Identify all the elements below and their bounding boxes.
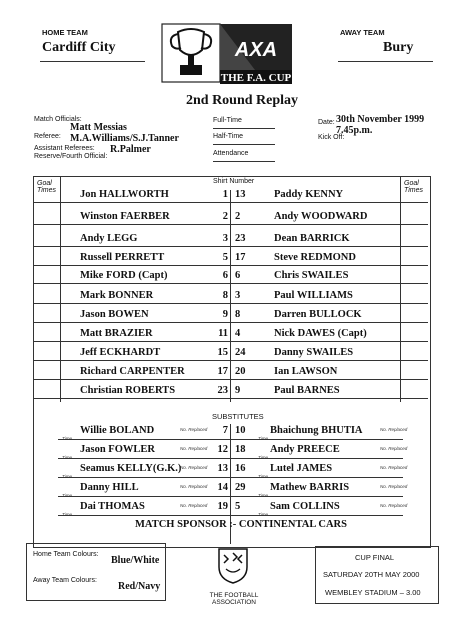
kick-off-label: Kick Off:	[318, 134, 345, 141]
away-substitute-name: Bhaichung BHUTIA	[270, 425, 363, 436]
home-shirt-number: 5	[222, 252, 228, 263]
substitute-row-rule	[58, 458, 403, 459]
away-shirt-number: 9	[235, 385, 241, 396]
home-shirt-number: 3	[222, 233, 228, 244]
home-time-label: Time	[62, 474, 72, 479]
away-shirt-number: 6	[235, 270, 241, 281]
attendance-line	[213, 161, 275, 162]
lineup-row-rule	[34, 322, 428, 323]
lineup-row-rule	[34, 398, 428, 399]
home-colours-value: Blue/White	[111, 555, 160, 566]
away-shirt-number: 20	[235, 366, 246, 377]
home-player-name: Winston FAERBER	[80, 211, 170, 222]
away-time-label: Time	[258, 455, 268, 460]
home-player-name: Jason BOWEN	[80, 309, 149, 320]
kick-off-value: 7.45p.m.	[336, 125, 373, 136]
cup-final-label: CUP FINAL	[355, 553, 395, 562]
home-no-replaced-label: No. Replaced	[180, 503, 208, 508]
away-colours-label: Away Team Colours:	[33, 577, 97, 584]
lineup-row-rule	[34, 202, 428, 203]
home-substitute-name: Danny HILL	[80, 482, 139, 493]
away-no-replaced-label: No. Replaced	[380, 503, 408, 508]
away-substitute-number: 5	[235, 501, 241, 512]
axa-logo-text: AXA	[234, 39, 278, 61]
home-shirt-number: 6	[222, 270, 228, 281]
full-time-label: Full-Time	[213, 117, 242, 124]
home-time-label: Time	[62, 455, 72, 460]
goal-times-left-label: Goal Times	[37, 180, 56, 194]
away-no-replaced-label: No. Replaced	[380, 465, 408, 470]
lineup-row-rule	[34, 303, 428, 304]
home-player-name: Christian ROBERTS	[80, 385, 176, 396]
referee-value: M.A.Williams/S.J.Tanner	[70, 133, 179, 144]
substitute-row-rule	[58, 515, 403, 516]
match-officials-value: Matt Messias	[70, 122, 127, 133]
away-substitute-number: 16	[235, 463, 246, 474]
away-time-label: Time	[258, 436, 268, 441]
substitutes-label: SUBSTITUTES	[212, 412, 264, 421]
home-player-name: Russell PERRETT	[80, 252, 165, 263]
home-shirt-number: 17	[217, 366, 228, 377]
away-substitute-name: Lutel JAMES	[270, 463, 333, 474]
home-substitute-name: Willie BOLAND	[80, 425, 155, 436]
home-player-name: Mark BONNER	[80, 290, 154, 301]
half-time-label: Half-Time	[213, 133, 244, 140]
away-player-name: Darren BULLOCK	[274, 309, 362, 320]
home-substitute-number: 19	[217, 501, 228, 512]
left-goal-column-rule	[60, 176, 61, 402]
home-time-label: Time	[62, 512, 72, 517]
away-player-name: Paddy KENNY	[274, 189, 344, 200]
lineup-row-rule	[34, 246, 428, 247]
away-team-label: AWAY TEAM	[340, 28, 385, 37]
home-time-label: Time	[62, 493, 72, 498]
away-player-name: Steve REDMOND	[274, 252, 356, 263]
away-shirt-number: 24	[235, 347, 246, 358]
home-shirt-number: 15	[217, 347, 228, 358]
home-player-name: Jon HALLWORTH	[80, 189, 169, 200]
away-time-label: Time	[258, 474, 268, 479]
home-player-name: Andy LEGG	[80, 233, 138, 244]
right-goal-column-rule	[400, 176, 401, 402]
home-substitute-number: 14	[217, 482, 228, 493]
goal-times-right-label: Goal Times	[404, 180, 423, 194]
fa-crest-icon	[216, 545, 250, 585]
away-shirt-number: 4	[235, 328, 241, 339]
lineup-row-rule	[34, 341, 428, 342]
lineup-row-rule	[34, 379, 428, 380]
full-time-line	[213, 128, 275, 129]
cup-banner-text: THE F.A. CUP	[220, 72, 292, 84]
match-sponsor: MATCH SPONSOR :- CONTINENTAL CARS	[135, 519, 347, 530]
home-substitute-name: Jason FOWLER	[80, 444, 155, 455]
round-title: 2nd Round Replay	[186, 93, 299, 108]
away-shirt-number: 3	[235, 290, 241, 301]
reserve-official-label: Reserve/Fourth Official:	[34, 153, 108, 160]
home-colours-label: Home Team Colours:	[33, 551, 99, 558]
home-team-underline	[40, 61, 145, 62]
date-label: Date:	[318, 119, 335, 126]
fa-cup-logo	[160, 22, 295, 87]
home-player-name: Richard CARPENTER	[80, 366, 185, 377]
lineup-row-rule	[34, 265, 428, 266]
away-team-name: Bury	[383, 40, 414, 55]
away-shirt-number: 13	[235, 189, 246, 200]
away-time-label: Time	[258, 512, 268, 517]
away-substitute-number: 29	[235, 482, 246, 493]
home-substitute-name: Seamus KELLY(G.K.)	[80, 463, 182, 474]
home-no-replaced-label: No. Replaced	[180, 427, 208, 432]
shirt-number-divider	[230, 190, 231, 402]
home-no-replaced-label: No. Replaced	[180, 484, 208, 489]
away-player-name: Chris SWAILES	[274, 270, 349, 281]
substitute-row-rule	[58, 439, 403, 440]
away-shirt-number: 17	[235, 252, 246, 263]
home-player-name: Mike FORD (Capt)	[80, 270, 168, 281]
away-substitute-name: Sam COLLINS	[270, 501, 340, 512]
home-shirt-number: 23	[217, 385, 228, 396]
home-player-name: Matt BRAZIER	[80, 328, 153, 339]
home-shirt-number: 1	[222, 189, 228, 200]
away-player-name: Nick DAWES (Capt)	[274, 328, 367, 339]
away-no-replaced-label: No. Replaced	[380, 484, 408, 489]
away-substitute-number: 18	[235, 444, 246, 455]
lineup-row-rule	[34, 224, 428, 225]
substitute-row-rule	[58, 496, 403, 497]
home-team-name: Cardiff City	[42, 40, 116, 55]
home-time-label: Time	[62, 436, 72, 441]
referee-label: Referee:	[34, 133, 61, 140]
substitute-row-rule	[58, 477, 403, 478]
away-player-name: Dean BARRICK	[274, 233, 350, 244]
home-no-replaced-label: No. Replaced	[180, 446, 208, 451]
away-colours-value: Red/Navy	[118, 581, 161, 592]
away-player-name: Danny SWAILES	[274, 347, 354, 358]
home-substitute-number: 12	[217, 444, 228, 455]
shirt-number-label: Shirt Number	[213, 178, 255, 185]
away-time-label: Time	[258, 493, 268, 498]
home-substitute-number: 13	[217, 463, 228, 474]
cup-final-venue: WEMBLEY STADIUM – 3.00	[325, 588, 421, 597]
away-substitute-name: Andy PREECE	[270, 444, 340, 455]
home-player-name: Jeff ECKHARDT	[80, 347, 161, 358]
home-no-replaced-label: No. Replaced	[180, 465, 208, 470]
cup-final-date: SATURDAY 20TH MAY 2000	[323, 570, 420, 579]
assistant-referees-value: R.Palmer	[110, 144, 151, 155]
away-player-name: Paul WILLIAMS	[274, 290, 353, 301]
home-team-label: HOME TEAM	[42, 28, 88, 37]
lineup-row-rule	[34, 283, 428, 284]
fa-name: THE FOOTBALL ASSOCIATION	[209, 592, 259, 606]
away-shirt-number: 2	[235, 211, 241, 222]
date-value: 30th November 1999	[336, 114, 425, 125]
away-shirt-number: 8	[235, 309, 241, 320]
home-shirt-number: 8	[222, 290, 228, 301]
away-team-underline	[338, 61, 433, 62]
home-shirt-number: 9	[222, 309, 228, 320]
home-substitute-number: 7	[222, 425, 228, 436]
half-time-line	[213, 144, 275, 145]
home-shirt-number: 2	[222, 211, 228, 222]
home-shirt-number: 11	[218, 328, 228, 339]
away-substitute-number: 10	[235, 425, 246, 436]
away-no-replaced-label: No. Replaced	[380, 446, 408, 451]
attendance-label: Attendance	[213, 150, 249, 157]
lineup-row-rule	[34, 360, 428, 361]
away-player-name: Andy WOODWARD	[274, 211, 368, 222]
away-player-name: Ian LAWSON	[274, 366, 338, 377]
home-substitute-name: Dai THOMAS	[80, 501, 145, 512]
away-no-replaced-label: No. Replaced	[380, 427, 408, 432]
away-shirt-number: 23	[235, 233, 246, 244]
away-player-name: Paul BARNES	[274, 385, 340, 396]
match-officials-label: Match Officials:	[34, 116, 82, 123]
assistant-referees-label: Assistant Referees:	[34, 145, 95, 152]
away-substitute-name: Mathew BARRIS	[270, 482, 350, 493]
